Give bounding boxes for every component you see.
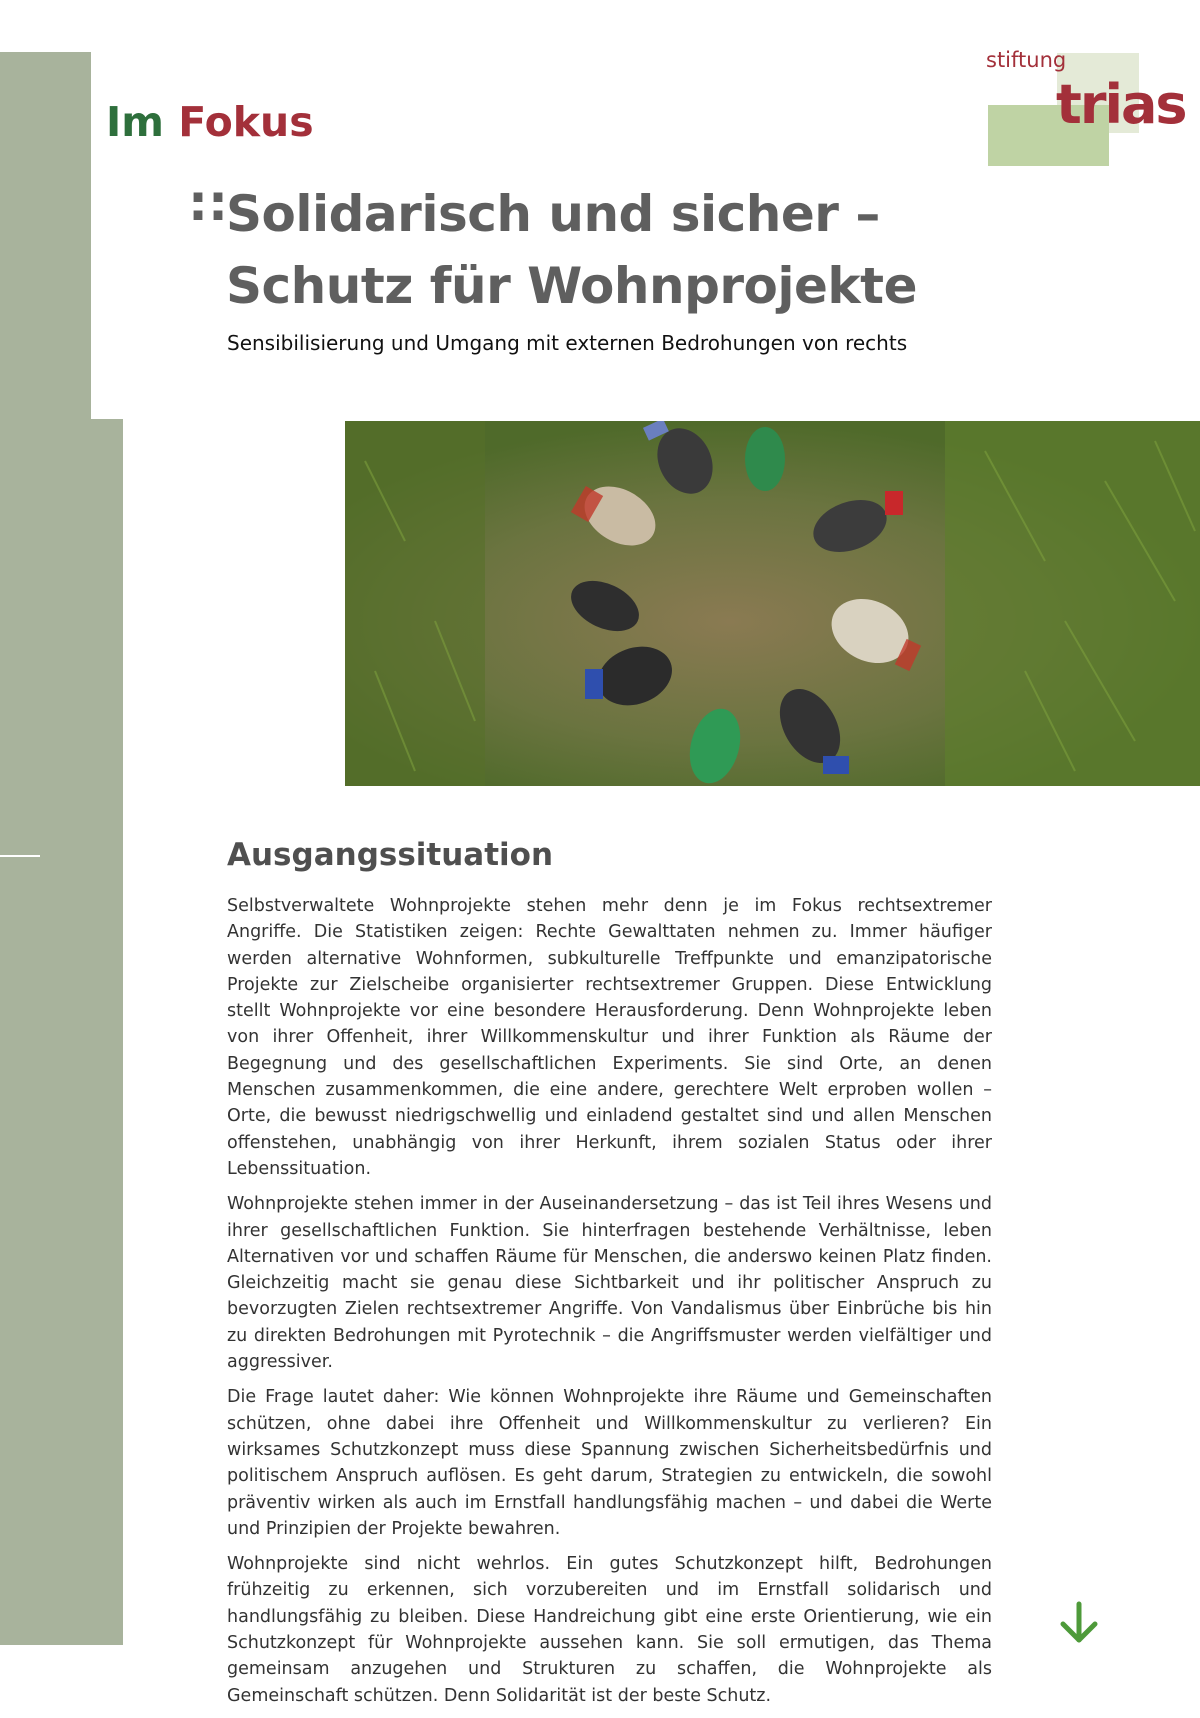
- logo-word-stiftung: stiftung: [986, 48, 1067, 72]
- sidebar-band: [0, 419, 123, 1645]
- stiftung-trias-logo: [985, 48, 1186, 168]
- page-subtitle: Sensibilisierung und Umgang mit externen Bedrohungen von rechts: [227, 331, 908, 355]
- page-title: [226, 178, 1026, 322]
- paragraph-4: Wohnprojekte sind nicht wehrlos. Ein gutes Schutzkonzept hilft, Bedrohungen frühzeitig zu erkennen, sich vorzubereiten und im Ernstfall solidarisch und handlungsfähig zu bleiben. Diese Handreichung gibt eine erste Orientierung, wie ein Schutzkonzept für Wohnprojekte aussehen kann. Sie soll ermutigen, das Thema gemeinsam anzugehen und Strukturen zu schaffen, die Wohnprojekte als Gemeinschaft schützen. Denn Solidarität ist der beste Schutz.: [227, 1554, 992, 1706]
- logo-word-trias: trias: [1056, 73, 1186, 136]
- body-text: [227, 893, 992, 1718]
- kicker-im: Im: [106, 98, 164, 146]
- section-heading: Ausgangssituation: [227, 837, 554, 873]
- sidebar-band-top: [0, 52, 91, 419]
- paragraph-3: Die Frage lautet daher: Wie können Wohnprojekte ihre Räume und Gemeinschaften schützen, ohne dabei ihre Offenheit und Willkommenskultur zu verlieren? Ein wirksames Schutzkonzept muss diese Spannung zwischen Sicherheitsbedürfnis und politischem Anspruch auflösen. Es geht darum, Strategien zu entwickeln, die sowohl präventiv wirken als auch im Ernstfall handlungsfähig machen – und dabei die Werte und Prinzipien der Projekte bewahren.: [227, 1387, 992, 1539]
- sidebar-mark: [0, 855, 40, 857]
- title-line-2: Schutz für Wohnprojekte: [226, 257, 917, 315]
- kicker-fokus: Fokus: [178, 98, 314, 146]
- title-prefix: ::: [188, 174, 228, 232]
- arrow-down-icon: [1056, 1600, 1102, 1646]
- title-line-1: Solidarisch und sicher –: [226, 185, 880, 243]
- paragraph-2: Wohnprojekte stehen immer in der Auseinandersetzung – das ist Teil ihres Wesens und ihrer gesellschaftlichen Funktion. Sie hinterfragen bestehende Verhältnisse, leben Alternativen vor und schaffen Räume für Menschen, die anderswo keinen Platz finden. Gleichzeitig macht sie genau diese Sichtbarkeit und ihr politischer Anspruch zu bevorzugten Zielen rechtsextremer Angriffe. Von Vandalismus über Einbrüche bis hin zu direkten Bedrohungen mit Pyrotechnik – die Angriffsmuster werden vielfältiger und aggressiver.: [227, 1194, 992, 1373]
- section-kicker: [106, 100, 314, 145]
- paragraph-1: Selbstverwaltete Wohnprojekte stehen mehr denn je im Fokus rechtsextremer Angriffe. Die Statistiken zeigen: Rechte Gewalttaten nehmen zu. Immer häufiger werden alternative Wohnformen, subkulturelle Treffpunkte und emanzipatorische Projekte zur Zielscheibe organisierter rechtsextremer Gruppen. Diese Entwicklung stellt Wohnprojekte vor eine besondere Herausforderung. Denn Wohnprojekte leben von ihrer Offenheit, ihrer Willkommenskultur und ihrer Funktion als Räume der Begegnung und des gesellschaftlichen Experiments. Sie sind Orte, an denen Menschen zusammenkommen, die eine andere, gerechtere Welt erproben wollen – Orte, die bewusst niedrigschwellig und einladend gestaltet sind und allen Menschen offenstehen, unabhängig von ihrer Herkunft, ihrem sozialen Status oder ihrer Lebenssituation.: [227, 896, 992, 1179]
- gloves-photo: [345, 421, 1200, 786]
